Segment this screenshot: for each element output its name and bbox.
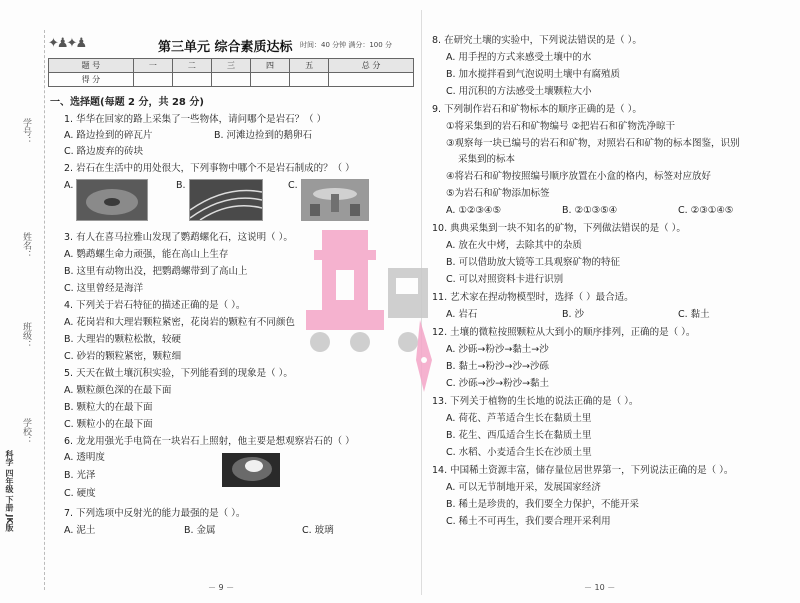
option-b[interactable]: B. 加水搅拌看到气泡说明土壤中有腐殖质 — [446, 69, 621, 80]
question-stem: 7. 下列选项中反射光的能力最强的是（ ）。 — [64, 508, 246, 519]
question-stem: 5. 天天在做土壤沉积实验，下列能看到的现象是（ ）。 — [64, 368, 293, 379]
class-label: 班级： — [21, 322, 31, 349]
option-a[interactable]: A. 荷花、芦苇适合生长在黏质土里 — [446, 413, 592, 424]
option-b[interactable]: B. 沙 — [562, 309, 585, 320]
flashlight-rock-image — [222, 453, 280, 487]
option-a[interactable]: A. 可以无节制地开采，发展国家经济 — [446, 482, 601, 493]
option-c[interactable]: C. — [288, 180, 298, 191]
score-cell[interactable] — [251, 73, 290, 87]
question-stem: 13. 下列关于植物的生长地的说法正确的是（ ）。 — [432, 396, 639, 407]
school-label: 学校： — [21, 418, 31, 445]
section-title: 一、选择题(每题 2 分，共 28 分) — [50, 97, 204, 108]
option-b[interactable]: B. 光泽 — [64, 470, 96, 481]
score-header-cell: 五 — [290, 59, 329, 73]
name-label: 姓名： — [21, 232, 31, 259]
option-c[interactable]: C. 路边废弃的砖块 — [64, 146, 144, 157]
score-cell[interactable] — [172, 73, 211, 87]
option-b[interactable]: B. 这里有动物出没，把鹦鹉螺带到了高山上 — [64, 266, 248, 277]
option-c[interactable]: C. 沙砾→沙→粉沙→黏土 — [446, 378, 550, 389]
binding-margin — [0, 0, 46, 603]
binding-cut-line — [44, 30, 45, 590]
option-a[interactable]: A. 透明度 — [64, 452, 105, 463]
right-column — [432, 34, 792, 528]
option-c[interactable]: C. 硬度 — [64, 488, 96, 499]
option-b[interactable]: B. 可以借助放大镜等工具观察矿物的特征 — [446, 257, 621, 268]
score-header-cell: 三 — [211, 59, 250, 73]
step-line: ⑤为岩石和矿物添加标签 — [446, 188, 550, 199]
step-line: 采集到的标本 — [458, 154, 516, 165]
option-c[interactable]: C. 稀土不可再生，我们要合理开采利用 — [446, 516, 611, 527]
score-header-cell: 四 — [251, 59, 290, 73]
question-stem: 10. 典典采集到一块不知名的矿物，下列做法错误的是（ ）。 — [432, 223, 686, 234]
option-a[interactable]: A. 岩石 — [446, 309, 478, 320]
option-c[interactable]: C. 颗粒小的在最下面 — [64, 419, 153, 430]
option-b[interactable]: B. — [176, 180, 186, 191]
exam-meta: 时间：40 分钟 满分：100 分 — [300, 41, 392, 49]
option-a[interactable]: A. 沙砾→粉沙→黏土→沙 — [446, 344, 549, 355]
question-stem: 9. 下列制作岩石和矿物标本的顺序正确的是（ ）。 — [432, 104, 642, 115]
option-a[interactable]: A. 放在火中烤，去除其中的杂质 — [446, 240, 582, 251]
header-decoration: ✦♟✦♟ — [48, 36, 86, 51]
score-header-cell: 一 — [133, 59, 172, 73]
score-header-cell: 总 分 — [329, 59, 414, 73]
option-c[interactable]: C. 可以对照资料卡进行识别 — [446, 274, 564, 285]
option-b[interactable]: B. ②①③⑤④ — [562, 205, 618, 216]
question-stem: 4. 下列关于岩石特征的描述正确的是（ ）。 — [64, 300, 246, 311]
option-c[interactable]: C. 水稻、小麦适合生长在沙质土里 — [446, 447, 592, 458]
option-c[interactable]: C. 这里曾经是海洋 — [64, 283, 144, 294]
option-a[interactable]: A. — [64, 180, 74, 191]
option-a[interactable]: A. 路边捡到的碎瓦片 — [64, 130, 153, 141]
question-stem: 14. 中国稀土资源丰富，储存量位居世界第一，下列说法正确的是（ ）。 — [432, 465, 734, 476]
option-c[interactable]: C. 砂岩的颗粒紧密，颗粒细 — [64, 351, 182, 362]
option-c[interactable]: C. 玻璃 — [302, 525, 334, 536]
watermark-logo-icon — [300, 210, 450, 400]
page-number-left: － 9 － — [208, 583, 235, 592]
score-cell[interactable] — [133, 73, 172, 87]
question-stem: 3. 有人在喜马拉雅山发现了鹦鹉螺化石，这说明（ ）。 — [64, 232, 293, 243]
question-stem: 2. 岩石在生活中的用处很大，下列事物中哪个不是岩石制成的？（ ） — [64, 163, 355, 174]
option-b[interactable]: B. 黏土→粉沙→沙→沙砾 — [446, 361, 549, 372]
running-track-image — [189, 179, 263, 221]
option-a[interactable]: A. 用手捏的方式来感受土壤中的水 — [446, 52, 592, 63]
option-a[interactable]: A. 鹦鹉螺生命力顽强，能在高山上生存 — [64, 249, 229, 260]
score-table — [48, 58, 414, 87]
option-b[interactable]: B. 金属 — [184, 525, 216, 536]
page-title: 第三单元 综合素质达标 — [158, 40, 293, 55]
student-number-label: 学号： — [21, 118, 31, 145]
option-b[interactable]: B. 颗粒大的在最下面 — [64, 402, 153, 413]
option-b[interactable]: B. 大理岩的颗粒松散，较硬 — [64, 334, 182, 345]
option-c[interactable]: C. 黏土 — [678, 309, 710, 320]
score-header-cell: 题 号 — [49, 59, 134, 73]
option-a[interactable]: A. 花岗岩和大理岩颗粒紧密，花岗岩的颗粒有不同颜色 — [64, 317, 295, 328]
score-cell[interactable] — [211, 73, 250, 87]
score-row-label: 得 分 — [49, 73, 134, 87]
option-c[interactable]: C. 用沉积的方法感受土壤颗粒大小 — [446, 86, 592, 97]
option-b[interactable]: B. 花生、西瓜适合生长在黏质土里 — [446, 430, 592, 441]
question-stem: 11. 艺术家在捏动物模型时，选择（ ）最合适。 — [432, 292, 634, 303]
question-stem: 8. 在研究土壤的实验中，下列说法错误的是（ ）。 — [432, 35, 642, 46]
option-b[interactable]: B. 河滩边捡到的鹅卵石 — [214, 130, 313, 141]
question-stem: 1. 华华在回家的路上采集了一些物体，请问哪个是岩石？（ ） — [64, 114, 327, 125]
option-a[interactable]: A. 泥土 — [64, 525, 96, 536]
stone-mill-image — [76, 179, 148, 221]
option-c[interactable]: C. ②③①④⑤ — [678, 205, 734, 216]
score-cell[interactable] — [290, 73, 329, 87]
score-cell[interactable] — [329, 73, 414, 87]
step-line: ④将岩石和矿物按照编号顺序放置在小盒的格内，标签对应放好 — [446, 171, 712, 182]
book-name-label: 科学 四年级 下册 JK版 — [5, 450, 14, 532]
page-number-right: － 10 － — [584, 583, 616, 592]
question-stem: 6. 龙龙用强光手电筒在一块岩石上照射，他主要是想观察岩石的（ ） — [64, 436, 355, 447]
step-line: ③观察每一块已编号的岩石和矿物，对照岩石和矿物的标本图鉴，识别 — [446, 138, 740, 149]
option-a[interactable]: A. 颗粒颜色深的在最下面 — [64, 385, 172, 396]
option-a[interactable]: A. ①②③④⑤ — [446, 205, 501, 216]
score-header-cell: 二 — [172, 59, 211, 73]
option-b[interactable]: B. 稀土是珍贵的，我们要全力保护，不能开采 — [446, 499, 640, 510]
step-line: ①将采集到的岩石和矿物编号 ②把岩石和矿物洗净晾干 — [446, 121, 676, 132]
question-stem: 12. 土壤的微粒按照颗粒从大到小的顺序排列，正确的是（ ）。 — [432, 327, 696, 338]
